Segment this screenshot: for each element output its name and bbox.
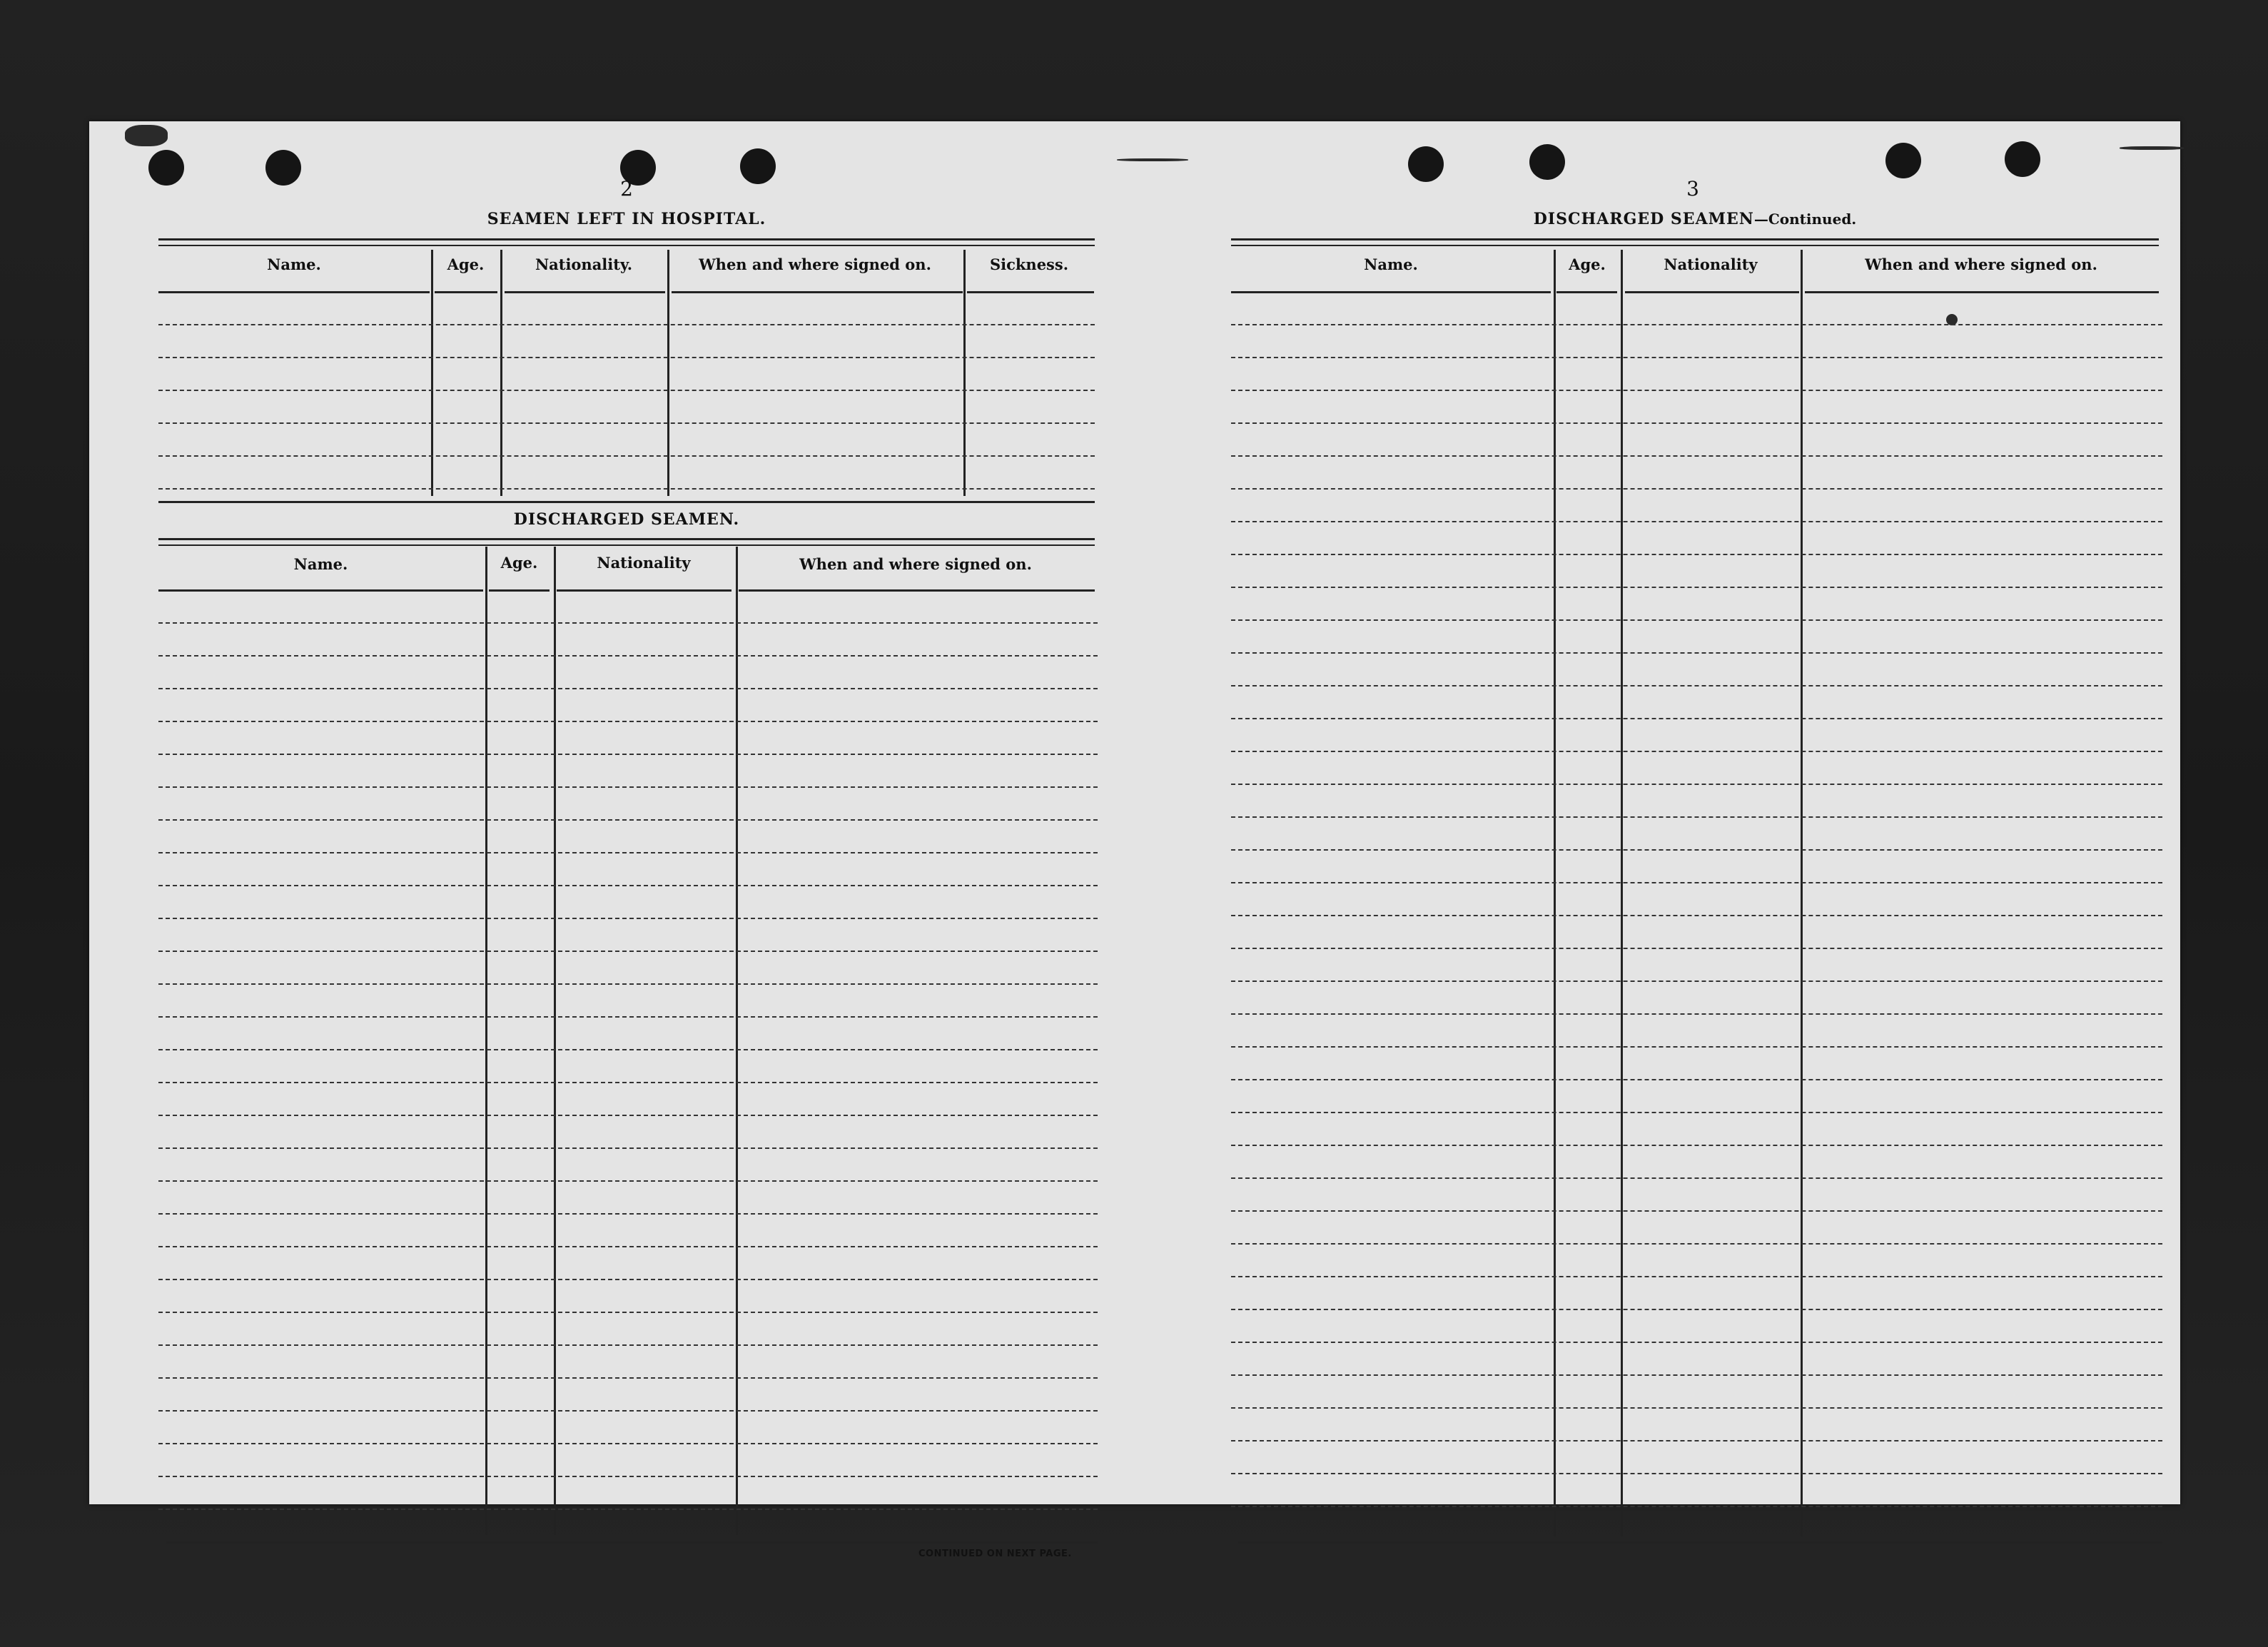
header-rule <box>1556 291 1617 293</box>
entry-row <box>158 1180 1098 1182</box>
bottom-rule <box>1238 1541 2162 1544</box>
section-title-hospital: SEAMEN LEFT IN HOSPITAL. <box>487 210 766 228</box>
section-title-suffix: —Continued. <box>1753 211 1857 228</box>
header-rule <box>967 291 1094 293</box>
column-divider <box>963 250 966 496</box>
punch-hole <box>2005 141 2040 177</box>
section-rule <box>158 538 1095 546</box>
column-header-age: Age. <box>447 255 485 273</box>
entry-row <box>1231 1046 2162 1048</box>
entry-row <box>158 1016 1098 1018</box>
entry-row <box>1231 521 2162 522</box>
column-divider <box>1801 250 1803 1536</box>
column-header-nationality: Nationality. <box>535 255 633 273</box>
bottom-rule <box>166 1541 1098 1544</box>
entry-row <box>158 1246 1098 1247</box>
entry-row <box>1231 685 2162 686</box>
section-title-discharged: DISCHARGED SEAMEN. <box>513 510 740 529</box>
section-title-discharged-continued <box>1231 210 2159 228</box>
entry-row <box>158 1312 1098 1313</box>
entry-row <box>1231 915 2162 916</box>
entry-row <box>158 1082 1098 1083</box>
entry-row <box>1231 849 2162 851</box>
header-rule <box>505 291 665 293</box>
punch-hole <box>1529 144 1565 180</box>
entry-row <box>158 1344 1098 1346</box>
header-rule <box>1805 291 2159 293</box>
punch-hole <box>148 150 184 186</box>
entry-row <box>158 357 1095 358</box>
entry-row <box>158 1049 1098 1050</box>
entry-row <box>158 390 1095 391</box>
entry-row <box>158 1115 1098 1116</box>
entry-row <box>158 852 1098 853</box>
entry-row <box>1231 1342 2162 1343</box>
entry-row <box>1231 1374 2162 1376</box>
page-number: 2 <box>620 177 633 201</box>
column-header-when-where: When and where signed on. <box>1865 255 2097 273</box>
entry-row <box>1231 784 2162 785</box>
punch-hole <box>1408 146 1444 182</box>
header-rule <box>1231 291 1551 293</box>
page-number: 3 <box>1686 177 1699 201</box>
column-divider <box>1554 250 1556 1536</box>
entry-row <box>1231 619 2162 621</box>
ink-smudge <box>125 125 168 146</box>
entry-row <box>1231 1177 2162 1179</box>
entry-row <box>1231 1013 2162 1015</box>
header-rule <box>1625 291 1799 293</box>
entry-row <box>1231 882 2162 883</box>
header-rule <box>158 589 483 592</box>
ink-smudge <box>2120 146 2184 150</box>
entry-row <box>1231 980 2162 982</box>
entry-row <box>158 1443 1098 1444</box>
ledger-sheet <box>89 121 2180 1559</box>
section-rule <box>158 501 1095 503</box>
entry-row <box>1231 948 2162 949</box>
entry-row <box>158 1509 1098 1510</box>
section-rule <box>158 238 1095 246</box>
entry-row <box>158 786 1098 788</box>
ink-smudge <box>1117 158 1188 161</box>
entry-row <box>158 951 1098 952</box>
entry-row <box>1231 1112 2162 1113</box>
entry-row <box>158 324 1095 325</box>
entry-row <box>158 1377 1098 1379</box>
entry-row <box>158 885 1098 886</box>
entry-row <box>1231 324 2162 325</box>
entry-row <box>158 455 1095 457</box>
entry-row <box>158 1476 1098 1477</box>
entry-row <box>158 488 1095 490</box>
entry-row <box>1231 554 2162 555</box>
column-header-name: Name. <box>1364 255 1418 273</box>
entry-row <box>1231 422 2162 424</box>
entry-row <box>1231 1079 2162 1080</box>
entry-row <box>158 622 1098 624</box>
entry-row <box>1231 652 2162 654</box>
entry-row <box>158 721 1098 722</box>
column-divider <box>500 250 502 496</box>
entry-row <box>158 1279 1098 1280</box>
column-header-age: Age. <box>1569 255 1606 273</box>
header-rule <box>435 291 497 293</box>
entry-row <box>1231 1309 2162 1310</box>
column-header-sickness: Sickness. <box>989 255 1069 273</box>
column-header-nationality: Nationality <box>597 554 691 572</box>
header-rule <box>672 291 963 293</box>
column-divider <box>667 250 669 496</box>
entry-row <box>158 688 1098 689</box>
entry-row <box>158 983 1098 985</box>
column-divider <box>485 547 487 1535</box>
entry-row <box>1231 1145 2162 1146</box>
entry-row <box>1231 1210 2162 1212</box>
punch-hole <box>740 148 776 184</box>
punch-hole <box>1885 143 1921 178</box>
column-divider <box>554 547 556 1535</box>
entry-row <box>158 422 1095 424</box>
entry-row <box>1231 390 2162 391</box>
entry-row <box>158 655 1098 657</box>
section-rule <box>1231 238 2159 246</box>
column-header-name: Name. <box>293 555 348 573</box>
header-rule <box>158 291 430 293</box>
column-header-when-where: When and where signed on. <box>699 255 931 273</box>
section-title-text: DISCHARGED SEAMEN <box>1533 210 1754 228</box>
header-rule <box>489 589 550 592</box>
entry-row <box>1231 751 2162 752</box>
entry-row <box>158 1147 1098 1149</box>
entry-row <box>1231 488 2162 490</box>
column-header-name: Name. <box>267 255 321 273</box>
entry-row <box>1231 1276 2162 1277</box>
column-divider <box>736 547 738 1535</box>
entry-row <box>1231 1440 2162 1441</box>
entry-row <box>1231 1243 2162 1245</box>
entry-row <box>1231 357 2162 358</box>
entry-row <box>1231 816 2162 818</box>
header-rule <box>739 589 1095 592</box>
entry-row <box>1231 1506 2162 1507</box>
column-header-nationality: Nationality <box>1664 255 1758 273</box>
entry-row <box>158 754 1098 755</box>
entry-row <box>1231 455 2162 457</box>
entry-row <box>1231 718 2162 719</box>
header-rule <box>557 589 731 592</box>
entry-row <box>1231 1407 2162 1409</box>
column-divider <box>1621 250 1623 1536</box>
entry-row <box>158 918 1098 919</box>
entry-row <box>158 1410 1098 1412</box>
continued-note: CONTINUED ON NEXT PAGE. <box>918 1549 1072 1559</box>
entry-row <box>158 1213 1098 1215</box>
column-header-when-where: When and where signed on. <box>799 555 1032 573</box>
entry-row <box>1231 587 2162 588</box>
entry-row <box>158 819 1098 821</box>
punch-hole <box>265 150 301 186</box>
entry-row <box>1231 1473 2162 1474</box>
column-divider <box>431 250 433 496</box>
column-header-age: Age. <box>500 554 538 572</box>
